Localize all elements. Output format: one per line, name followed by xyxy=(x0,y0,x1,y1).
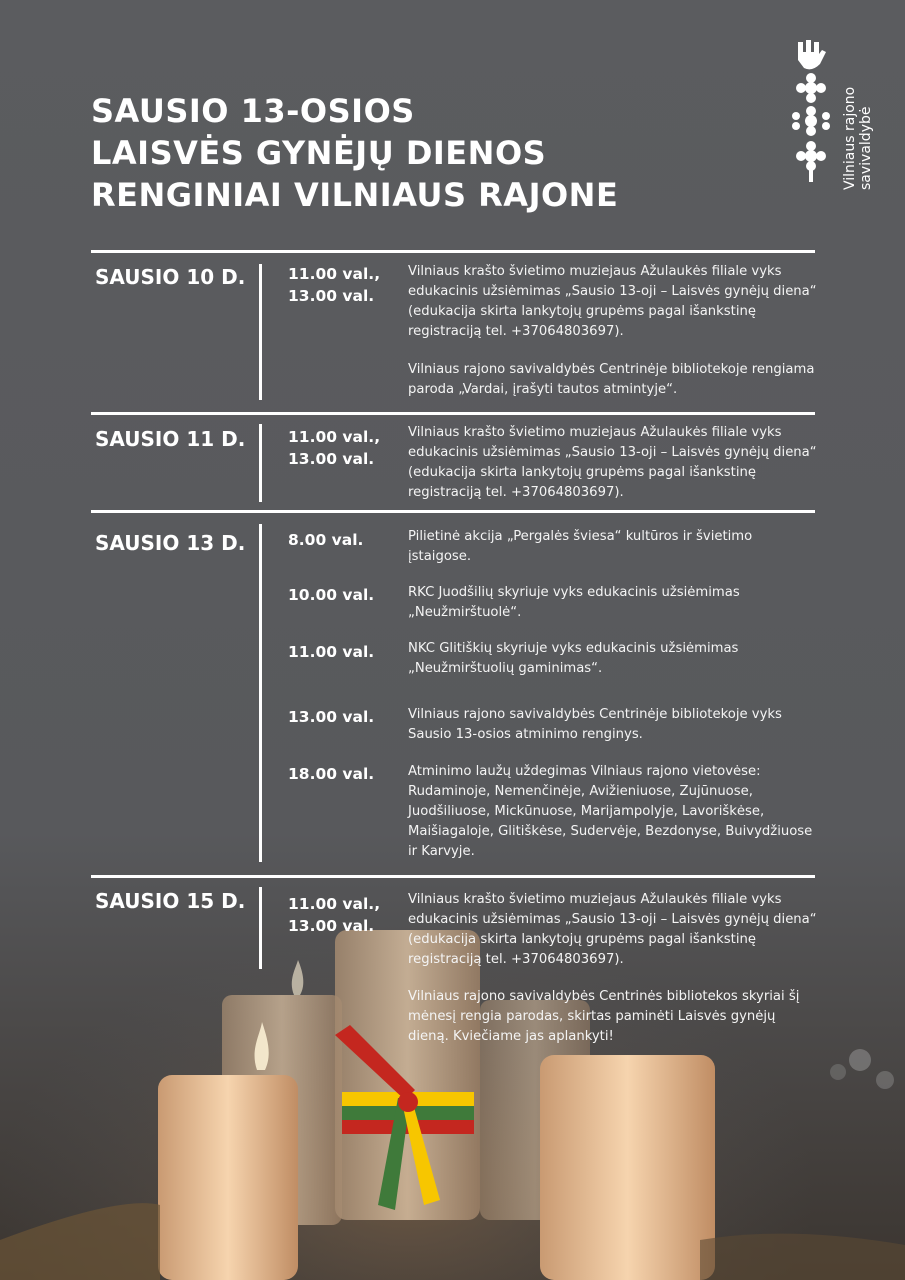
day-heading: SAUSIO 11 D. xyxy=(95,427,246,451)
event-time xyxy=(288,529,363,551)
event-time xyxy=(288,584,374,606)
time-line: 10.00 val. xyxy=(288,586,375,604)
event-time xyxy=(288,263,380,307)
page-title xyxy=(91,90,618,216)
title-line-3: RENGINIAI VILNIAUS RAJONE xyxy=(91,176,619,214)
time-line: 13.00 val. xyxy=(288,287,375,305)
logo-text xyxy=(842,87,874,190)
time-line: 18.00 val. xyxy=(288,765,375,783)
time-line: 13.00 val. xyxy=(288,708,375,726)
time-line: 11.00 val., xyxy=(288,265,381,283)
time-line: 11.00 val., xyxy=(288,428,381,446)
time-line: 11.00 val. xyxy=(288,643,375,661)
time-line: 8.00 val. xyxy=(288,531,364,549)
event-time xyxy=(288,641,374,663)
column-divider xyxy=(259,887,262,969)
column-divider xyxy=(259,264,262,400)
title-line-2: LAISVĖS GYNĖJŲ DIENOS xyxy=(91,134,547,172)
event-description: Vilniaus rajono savivaldybės Centrinėje bibliotekoje rengiama paroda „Vardai, įrašyti tautos atmintyje“. xyxy=(408,362,815,397)
day-heading: SAUSIO 15 D. xyxy=(95,889,246,913)
time-line: 13.00 val. xyxy=(288,917,375,935)
event-description: Vilniaus krašto švietimo muziejaus Ažulaukės filiale vyks edukacinis užsiėmimas „Sausio 13-oji – Laisvės gynėjų diena“ (edukacija skirta lankytojų grupėms pagal išankstinę registraciją tel. +37064803697). xyxy=(408,264,817,339)
time-line: 13.00 val. xyxy=(288,450,375,468)
event-description: Vilniaus rajono savivaldybės Centrinės bibliotekos skyriai šį mėnesį rengia parodas, skirtas paminėti Laisvės gynėjų dieną. Kviečiame jas aplankyti! xyxy=(408,989,800,1044)
event-description: Vilniaus krašto švietimo muziejaus Ažulaukės filiale vyks edukacinis užsiėmimas „Sausio 13-oji – Laisvės gynėjų diena“ (edukacija skirta lankytojų grupėms pagal išankstinę registraciją tel. +37064803697). xyxy=(408,892,817,967)
event-description: RKC Juodšilių skyriuje vyks edukacinis užsiėmimas „Neužmirštuolė“. xyxy=(408,585,740,620)
title-line-1: SAUSIO 13-OSIOS xyxy=(91,92,415,130)
section-divider xyxy=(91,510,815,513)
day-heading: SAUSIO 13 D. xyxy=(95,531,246,555)
event-description: Atminimo laužų uždegimas Vilniaus rajono vietovėse: Rudaminoje, Nemenčinėje, Avižieniuose, Zujūnuose, Juodšiliuose, Mickūnuose, Marijampolyje, Lavoriškėse, Maišiagaloje, Glitiškėse, Sudervėje, Bezdonyse, Buivydžiuose ir Karvyje. xyxy=(408,764,813,859)
day-heading: SAUSIO 10 D. xyxy=(95,265,246,289)
logo-text-line-2: savivaldybė xyxy=(858,106,874,190)
event-time xyxy=(288,706,374,728)
section-divider xyxy=(91,875,815,878)
section-divider xyxy=(91,412,815,415)
column-divider xyxy=(259,424,262,502)
event-description: Vilniaus rajono savivaldybės Centrinėje bibliotekoje vyks Sausio 13-osios atminimo renginys. xyxy=(408,707,782,742)
column-divider xyxy=(259,524,262,862)
logo-text-line-1: Vilniaus rajono xyxy=(842,86,858,190)
time-line: 11.00 val., xyxy=(288,895,381,913)
event-description: Pilietinė akcija „Pergalės šviesa“ kultūros ir švietimo įstaigose. xyxy=(408,529,753,564)
event-description: NKC Glitiškių skyriuje vyks edukacinis užsiėmimas „Neužmirštuolių gaminimas“. xyxy=(408,641,739,676)
event-time xyxy=(288,763,374,785)
event-time xyxy=(288,893,380,937)
section-divider xyxy=(91,250,815,253)
event-description: Vilniaus krašto švietimo muziejaus Ažulaukės filiale vyks edukacinis užsiėmimas „Sausio 13-oji – Laisvės gynėjų diena“ (edukacija skirta lankytojų grupėms pagal išankstinę registraciją tel. +37064803697). xyxy=(408,425,817,500)
event-time xyxy=(288,426,380,470)
